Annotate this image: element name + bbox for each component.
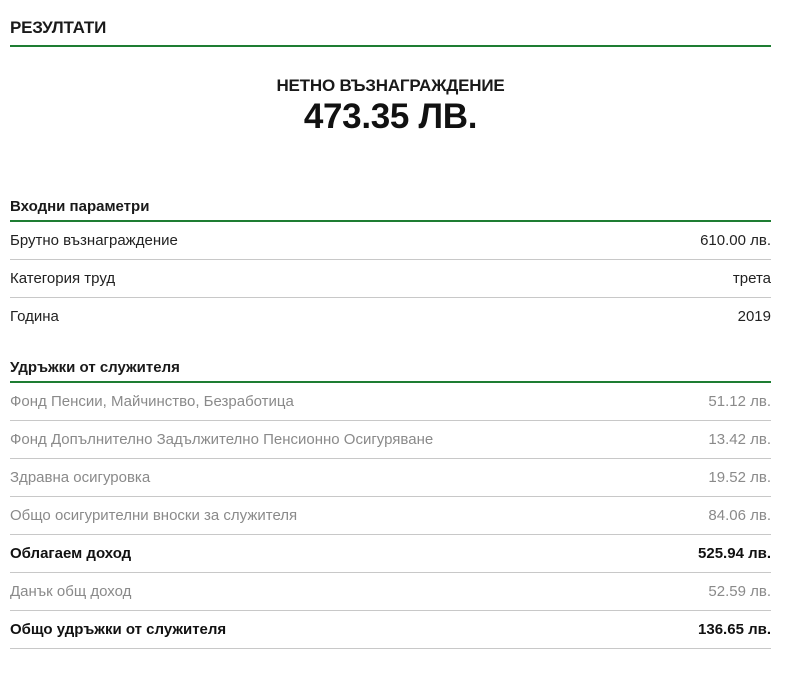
- row-value: трета: [732, 270, 771, 287]
- input-row-year: [10, 298, 771, 335]
- net-salary-label: НЕТНО ВЪЗНАГРАЖДЕНИЕ: [276, 76, 505, 95]
- row-label: Категория труд: [10, 270, 116, 287]
- input-parameters-title: Входни параметри: [10, 190, 771, 222]
- row-value: 13.42 лв.: [708, 431, 771, 448]
- row-label: Фонд Пенсии, Майчинство, Безработица: [10, 393, 294, 410]
- row-value: 525.94 лв.: [698, 545, 771, 562]
- deduction-row-taxable-income: [10, 535, 771, 573]
- row-label: Облагаем доход: [10, 545, 132, 562]
- row-value: 51.12 лв.: [708, 393, 771, 410]
- row-value: 19.52 лв.: [708, 469, 771, 486]
- row-value: 610.00 лв.: [700, 232, 771, 249]
- row-label: Общо удръжки от служителя: [10, 621, 227, 638]
- results-panel: [10, 0, 771, 649]
- row-label: Брутно възнаграждение: [10, 232, 178, 249]
- row-value: 2019: [737, 308, 771, 325]
- row-label: Година: [10, 308, 59, 325]
- row-label: Здравна осигуровка: [10, 469, 151, 486]
- row-value: 136.65 лв.: [698, 621, 771, 638]
- net-salary-block: [10, 47, 771, 157]
- deduction-row-pension-fund: [10, 383, 771, 421]
- row-value: 52.59 лв.: [708, 583, 771, 600]
- deduction-row-health-insurance: [10, 459, 771, 497]
- row-label: Фонд Допълнително Задължително Пенсионно Осигуряване: [10, 431, 434, 448]
- net-salary-value: 473.35 ЛВ.: [303, 97, 478, 136]
- deduction-row-total-deductions: [10, 611, 771, 649]
- row-label: Данък общ доход: [10, 583, 132, 600]
- employee-deductions-title: Удръжки от служителя: [10, 351, 771, 383]
- deduction-row-total-contributions: [10, 497, 771, 535]
- deduction-row-supplementary-pension: [10, 421, 771, 459]
- input-row-labor-category: [10, 260, 771, 298]
- row-value: 84.06 лв.: [708, 507, 771, 524]
- row-label: Общо осигурителни вноски за служителя: [10, 507, 298, 524]
- results-title: РЕЗУЛТАТИ: [10, 0, 771, 47]
- deduction-row-income-tax: [10, 573, 771, 611]
- input-row-gross-salary: [10, 222, 771, 260]
